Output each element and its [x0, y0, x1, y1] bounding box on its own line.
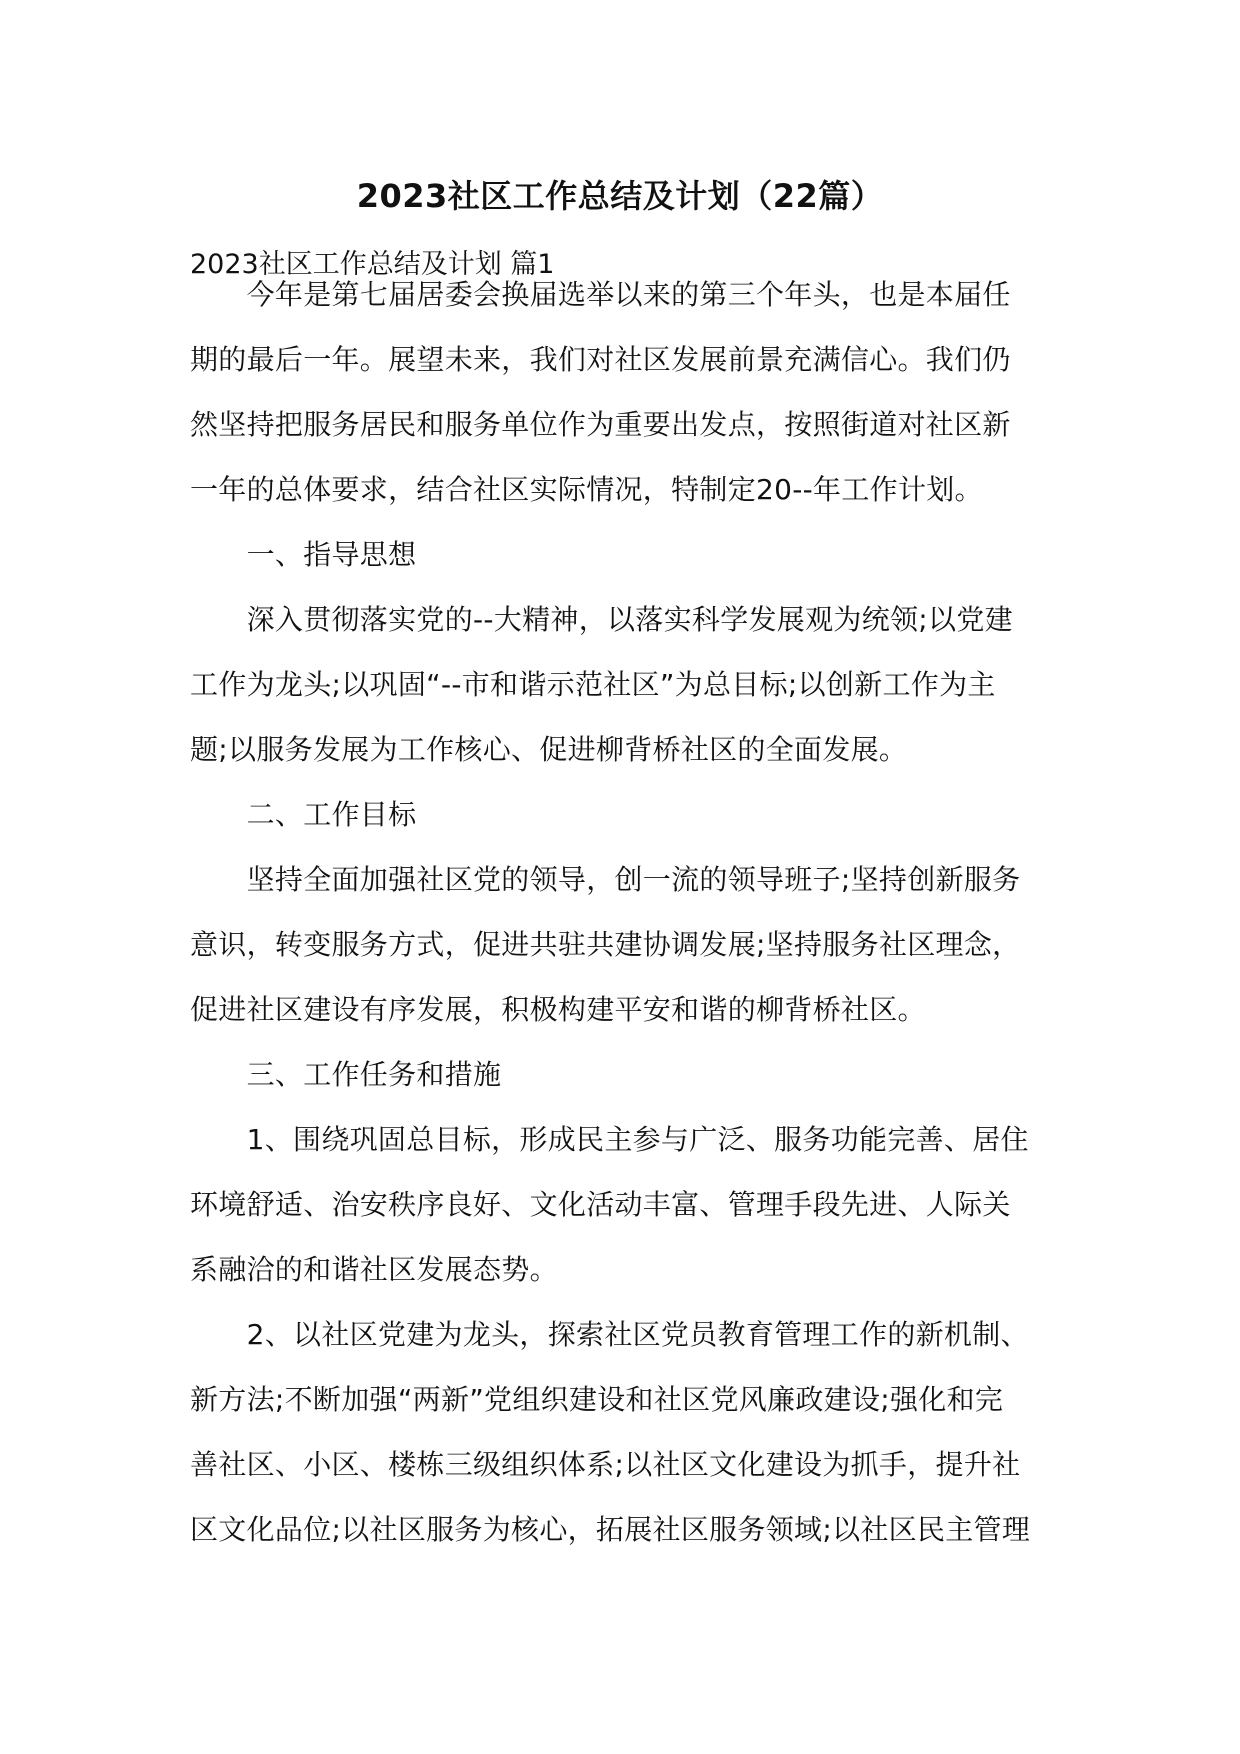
text-line: 今年是第七届居委会换届选举以来的第三个年头，也是本届任: [190, 278, 1011, 311]
text-line: 环境舒适、治安秩序良好、文化活动丰富、管理手段先进、人际关: [190, 1188, 1011, 1221]
text-line: 系融洽的和谐社区发展态势。: [190, 1253, 558, 1286]
text-line: 然坚持把服务居民和服务单位作为重要出发点，按照街道对社区新: [190, 408, 1011, 441]
text-line: 2、以社区党建为龙头，探索社区党员教育管理工作的新机制、: [190, 1318, 1029, 1351]
section-heading: 2023社区工作总结及计划 篇1: [190, 249, 555, 280]
text-line: 善社区、小区、楼栋三级组织体系;以社区文化建设为抓手，提升社: [190, 1448, 1021, 1481]
document-title: 2023社区工作总结及计划（22篇）: [356, 177, 884, 215]
text-line: 工作为龙头;以巩固“--市和谐示范社区”为总目标;以创新工作为主: [190, 668, 996, 701]
text-line: 期的最后一年。展望未来，我们对社区发展前景充满信心。我们仍: [190, 343, 1011, 376]
body-text: [190, 262, 1070, 1562]
text-line: 1、围绕巩固总目标，形成民主参与广泛、服务功能完善、居住: [190, 1123, 1029, 1156]
text-line: 意识，转变服务方式，促进共驻共建协调发展;坚持服务社区理念，: [190, 928, 1021, 961]
text-line: 一年的总体要求，结合社区实际情况，特制定20--年工作计划。: [190, 473, 983, 506]
text-line: 一、指导思想: [190, 538, 417, 571]
text-line: 题;以服务发展为工作核心、促进柳背桥社区的全面发展。: [190, 733, 908, 766]
text-line: 新方法;不断加强“两新”党组织建设和社区党风廉政建设;强化和完: [190, 1383, 1004, 1416]
text-line: 三、工作任务和措施: [190, 1058, 502, 1091]
text-line: 区文化品位;以社区服务为核心，拓展社区服务领域;以社区民主管理: [190, 1513, 1031, 1546]
text-line: 二、工作目标: [190, 798, 417, 831]
text-line: 坚持全面加强社区党的领导，创一流的领导班子;坚持创新服务: [190, 863, 1021, 896]
text-line: 深入贯彻落实党的--大精神，以落实科学发展观为统领;以党建: [190, 603, 1013, 636]
text-line: 促进社区建设有序发展，积极构建平安和谐的柳背桥社区。: [190, 993, 926, 1026]
